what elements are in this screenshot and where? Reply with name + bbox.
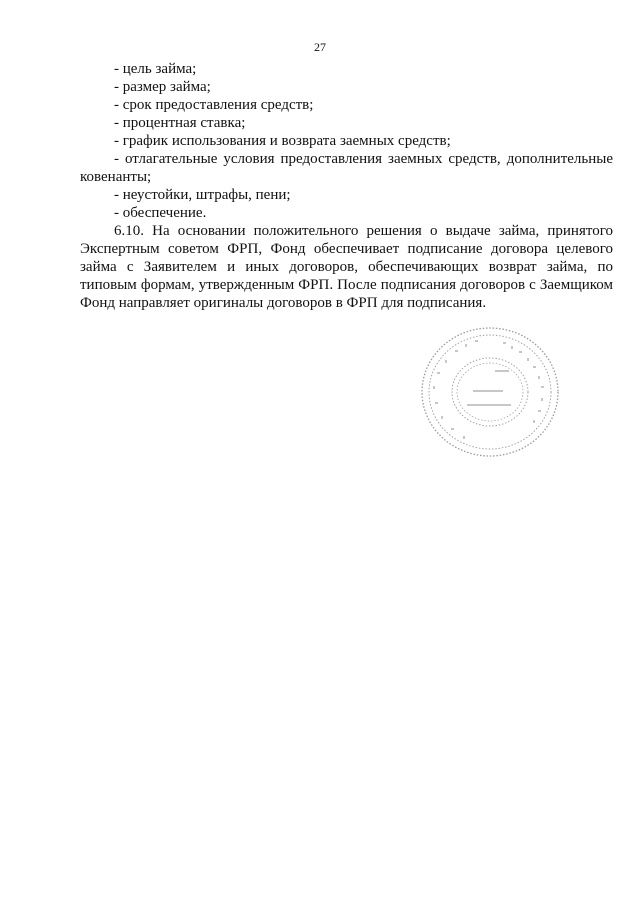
official-seal-stamp [415, 320, 565, 465]
list-item-security: - обеспечение. [114, 205, 207, 221]
list-item-loan-purpose: - цель займа; [114, 61, 197, 77]
list-item-loan-amount: - размер займа; [114, 79, 211, 95]
page-number: 27 [314, 40, 326, 54]
document-body [80, 60, 613, 312]
list-item-term: - срок предоставления средств; [114, 97, 314, 113]
list-item-conditions: - отлагательные условия предоставления заемных средств, дополнительные ковенанты; [80, 151, 613, 185]
paragraph-6-10: 6.10. На основании положительного решения о выдаче займа, принятого Экспертным советом ФРП, Фонд обеспечивает подписание договора целевого займа с Заявителем и иных договоров, обеспечивающих возврат займа, по типовым формам, утвержденным ФРП. После подписания договоров с Заемщиком Фонд направляет оригиналы договоров в ФРП для подписания. [80, 223, 613, 311]
list-item-schedule: - график использования и возврата заемных средств; [114, 133, 451, 149]
list-item-interest-rate: - процентная ставка; [114, 115, 246, 131]
seal-stamp-graphic [415, 320, 565, 465]
list-item-penalties: - неустойки, штрафы, пени; [114, 187, 291, 203]
